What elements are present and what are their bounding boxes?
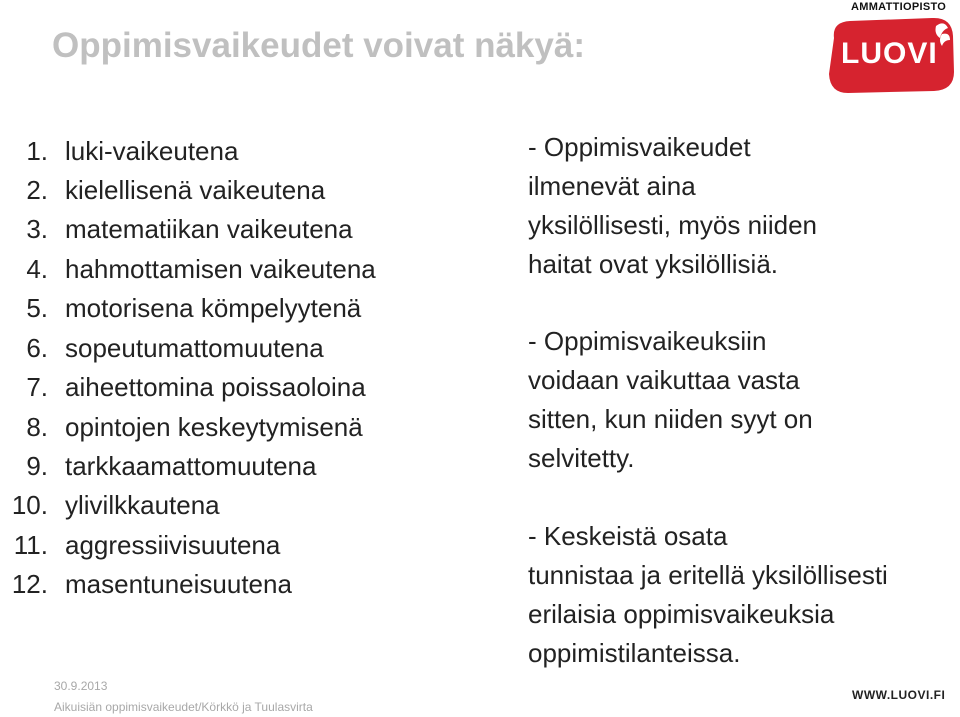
list-item: 10. ylivilkkautena [11,490,220,520]
footer-website: WWW.LUOVI.FI [852,688,946,702]
list-item: 3. matematiikan vaikeutena [26,214,353,244]
luovi-logo [818,0,958,98]
list-item: 8. opintojen keskeytymisenä [26,412,363,442]
list-item: 4. hahmottamisen vaikeutena [26,254,376,284]
logo-top-text: AMMATTIOPISTO [851,1,947,13]
list-item: 9. tarkkaamattomuutena [26,451,317,481]
list-item: 6. sopeutumattomuutena [26,333,324,363]
logo-word: LUOVI [841,37,938,70]
list-item: 7. aiheettomina poissaoloina [26,372,366,402]
list-item: 1. luki-vaikeutena [26,136,239,166]
paragraph: - Keskeistä osata tunnistaa ja eritellä yksilöllisesti erilaisia oppimisvaikeuksia oppimistilanteissa. [528,521,888,668]
footer-credit: Aikuisiän oppimisvaikeudet/Körkkö ja Tuulasvirta [54,700,313,714]
list-item: 11. aggressiivisuutena [13,530,281,560]
slide-title: Oppimisvaikeudet voivat näkyä: [52,26,585,65]
paragraph: - Oppimisvaikeuksiin voidaan vaikuttaa vasta sitten, kun niiden syyt on selvitetty. [528,326,813,473]
list-item: 12. masentuneisuutena [11,569,292,599]
list-item: 5. motorisena kömpelyytenä [26,293,362,323]
list-item: 2. kielellisenä vaikeutena [26,175,326,205]
footer-date: 30.9.2013 [54,679,108,693]
paragraph: - Oppimisvaikeudet ilmenevät aina yksilöllisesti, myös niiden haitat ovat yksilöllisiä. [528,132,817,279]
